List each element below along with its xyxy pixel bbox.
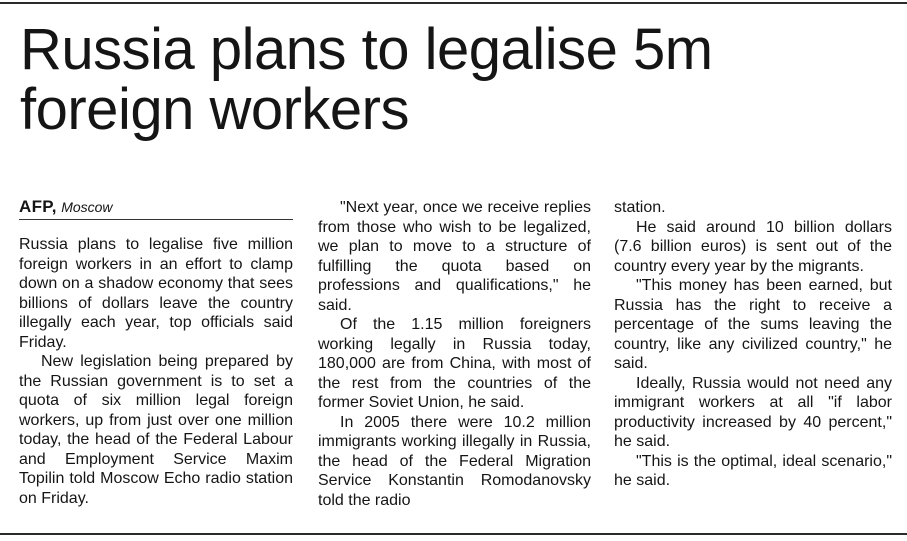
paragraph: station. [614,199,666,216]
byline-agency: AFP, [19,197,57,216]
bottom-rule [0,533,907,535]
paragraph: Of the 1.15 million foreigners working legally in Russia today, 180,000 are from China, with most of the rest from the countries of the former Soviet Union, he said. [318,316,591,411]
paragraph: "Next year, once we receive replies from those who wish to be legalized, we plan to move to a structure of fulfilling the quota based on professions and qualifications," he said. [318,199,591,314]
article-column-2 [318,198,591,510]
paragraph: Russia plans to legalise five million foreign workers in an effort to clamp down on a shadow economy that sees billions of dollars leave the country illegally each year, top officials said Friday. [19,236,293,351]
paragraph: He said around 10 billion dollars (7.6 billion euros) is sent out of the country every year by the migrants. [614,218,892,275]
byline-dateline: Moscow [61,199,113,215]
paragraph: Ideally, Russia would not need any immigrant workers at all "if labor productivity increased by 40 percent," he said. [614,374,892,450]
paragraph: "This is the optimal, ideal scenario," he said. [614,452,892,489]
headline: Russia plans to legalise 5m foreign workers [20,17,713,142]
paragraph: New legislation being prepared by the Russian government is to set a quota of six million legal foreign workers, up from just over one million today, the head of the Federal Labour and Employment Service Maxim Topilin told Moscow Echo radio station on Friday. [19,353,293,507]
top-rule [0,2,907,4]
article-column-3 [614,198,892,491]
paragraph: "This money has been earned, but Russia has the right to receive a percentage of the sums leaving the country, like any civilized country," he said. [614,277,892,372]
article-column-1 [19,198,293,508]
byline [19,195,293,220]
paragraph: In 2005 there were 10.2 million immigrants working illegally in Russia, the head of the Federal Migration Service Konstantin Romodanovsky told the radio [318,413,591,509]
